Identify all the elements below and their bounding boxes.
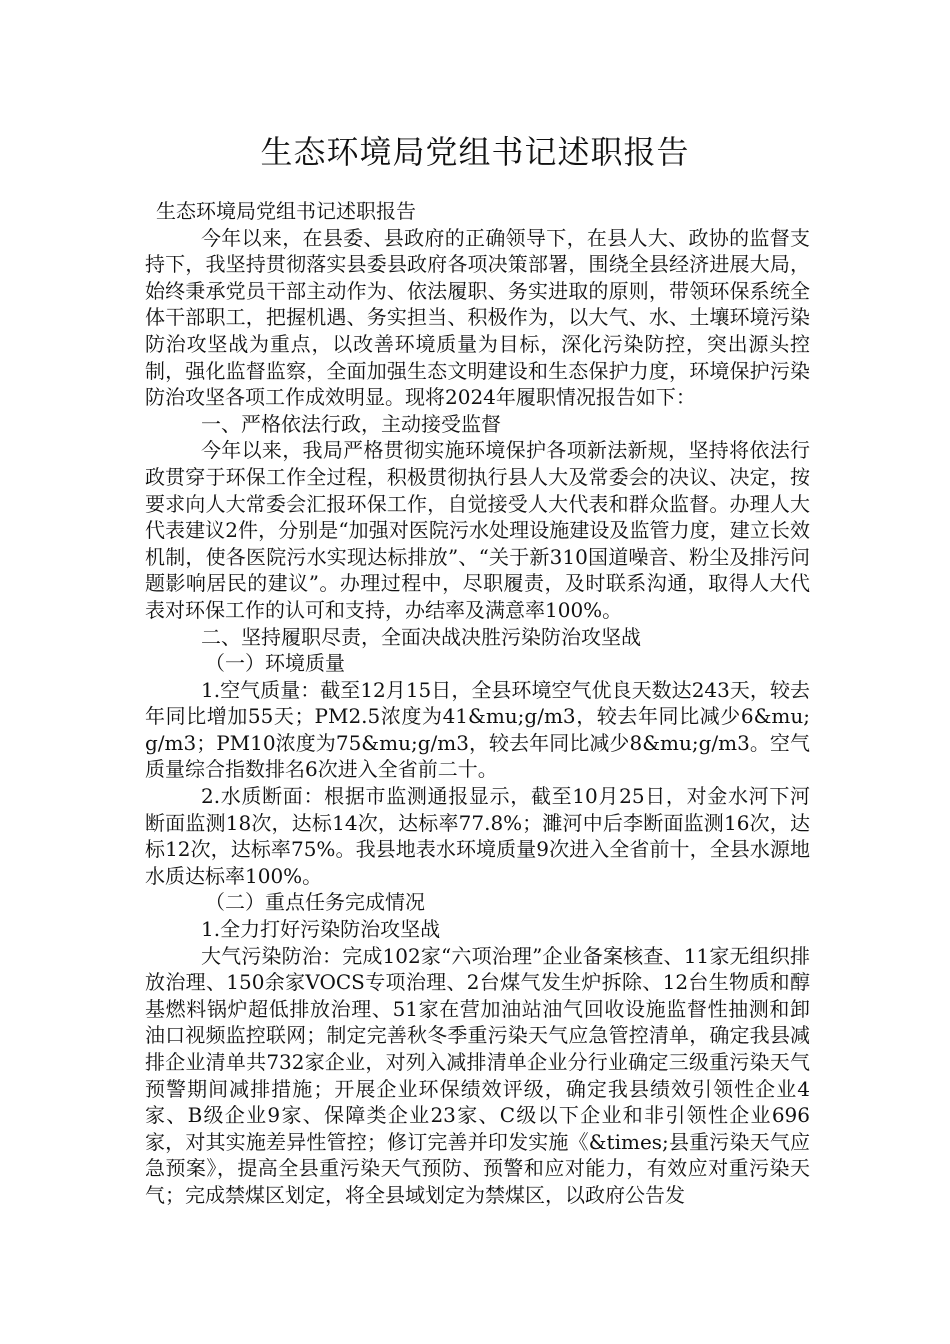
document-body [145,198,810,1209]
intro-paragraph: 今年以来，在县委、县政府的正确领导下，在县人大、政协的监督支持下，我坚持贯彻落实县委县政府各项决策部署，围绕全县经济进展大局，始终秉承党员干部主动作为、依法履职、务实进取的原则，带领环保系统全体干部职工，把握机遇、务实担当、积极作为，以大气、水、土壤环境污染防治攻坚战为重点，以改善环境质量为目标，深化污染防控，突出源头控制，强化监督监察，全面加强生态文明建设和生态保护力度，环境保护污染防治攻坚各项工作成效明显。现将2024年履职情况报告如下： [145,225,810,410]
section-heading-1: 一、严格依法行政，主动接受监督 [201,411,501,436]
section-1-paragraph: 今年以来，我局严格贯彻实施环境保护各项新法新规，坚持将依法行政贯穿于环保工作全过程，积极贯彻执行县人大及常委会的决议、决定，按要求向人大常委会汇报环保工作，自觉接受人大代表和群众监督。办理人大代表建议2件，分别是“加强对医院污水处理设施建设及监管力度，建立长效机制，使各医院污水实现达标排放”、“关于新310国道噪音、粉尘及排污问题影响居民的建议”。办理过程中，尽职履责，及时联系沟通，取得人大代表对环保工作的认可和支持，办结率及满意率100%。 [145,438,810,622]
lead-title-line: 生态环境局党组书记述职报告 [156,199,416,223]
air-quality-paragraph: 1.空气质量：截至12月15日，全县环境空气优良天数达243天，较去年同比增加55天；PM2.5浓度为41&mu;g/m3，较去年同比减少6&mu;g/m3；PM10浓度为75&mu;g/m3，较去年同比减少8&mu;g/m3。空气质量综合指数排名6次进入全省前二十。 [145,677,810,782]
section-heading-2: 二、坚持履职尽责，全面决战决胜污染防治攻坚战 [201,624,641,649]
air-pollution-paragraph: 大气污染防治：完成102家“六项治理”企业备案核查、11家无组织排放治理、150余家VOCS专项治理、2台煤气发生炉拆除、12台生物质和醇基燃料锅炉超低排放治理、51家在营加油站油气回收设施监督性抽测和卸油口视频监控联网；制定完善秋冬季重污染天气应急管控清单，确定我县减排企业清单共732家企业，对列入减排清单企业分行业确定三级重污染天气预警期间减排措施；开展企业环保绩效评级，确定我县绩效引领性企业4家、B级企业9家、保障类企业23家、C级以下企业和非引领性企业696家，对其实施差异性管控；修订完善并印发实施《&times;县重污染天气应急预案》，提高全县重污染天气预防、预警和应对能力，有效应对重污染天气；完成禁煤区划定，将全县域划定为禁煤区，以政府公告发 [145,943,810,1207]
subsection-heading-environment-quality: （一）环境质量 [205,651,345,676]
water-quality-paragraph: 2.水质断面：根据市监测通报显示，截至10月25日，对金水河下河断面监测18次，达标14次，达标率77.8%；濉河中后李断面监测16次，达标12次，达标率75%。我县地表水环境质量9次进入全省前十，全县水源地水质达标率100%。 [145,784,810,888]
document-title: 生态环境局党组书记述职报告 [260,133,690,171]
subsection-heading-key-tasks: （二）重点任务完成情况 [205,890,425,915]
task-heading-pollution-control: 1.全力打好污染防治攻坚战 [201,917,441,942]
